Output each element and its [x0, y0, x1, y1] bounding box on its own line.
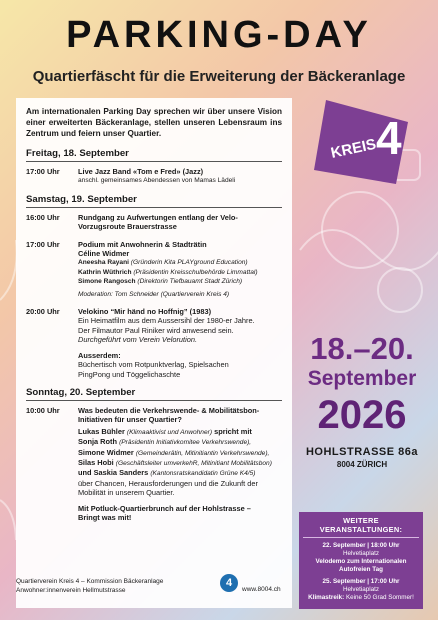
event-title: Podium mit Anwohnerin & Stadträtin: [78, 239, 207, 249]
event-desc: Ein Heimatfilm aus dem Aussersihl der 1980-er Jahre.: [78, 316, 255, 326]
event-title: Was bedeuten die Verkehrswende- & Mobilitätsbon-Initiativen für unser Quartier?: [78, 405, 260, 425]
speaker-role: (Geschäftsleiter umverkehR, Mitinitiant Mobilitätsbon): [115, 459, 272, 467]
date-month: September: [307, 367, 417, 390]
event-sunday-1000: [26, 406, 282, 522]
extra-text: Büchertisch vom Rotpunktverlag, Spielsachen: [78, 360, 229, 370]
event-saturday-2000: [26, 307, 282, 379]
event-title: Live Jazz Band «Tom e Fred» (Jazz): [78, 167, 204, 176]
more-event-desc-bold: Klimastreik:: [308, 594, 345, 601]
panelist-name: Kathrin Wüthrich: [78, 268, 132, 276]
event-title: Velokino “Mir händ no Hoffnig” (1983): [78, 307, 212, 317]
speaker-connector: spricht mit: [214, 426, 252, 436]
date-year: 2026: [317, 393, 407, 437]
badge-kreis-text: KREIS: [329, 135, 378, 162]
speaker-role: (Klimaaktivist und Anwohner): [126, 428, 213, 436]
page-subtitle: Quartierfäscht für die Erweiterung der Bäckeranlage: [32, 68, 406, 85]
event-note: anschl. gemeinsames Abendessen von Mamas Lädeli: [78, 177, 236, 185]
day-heading-sunday: Sonntag, 20. September: [26, 387, 282, 401]
more-event-place: Helvetiaplatz: [342, 550, 380, 557]
speaker-role: (Präsidentin Initiativkomitee Verkehrswende),: [119, 439, 252, 447]
event-time: 17:00 Uhr: [26, 239, 60, 249]
quartierverein-logo-icon: 4: [220, 574, 238, 592]
address-city: 8004 ZÜRICH: [336, 460, 388, 469]
panelist-name: Aneesha Rayani: [78, 259, 129, 267]
more-event-place: Helvetiaplatz: [342, 586, 380, 593]
event-desc: Mobilität in unserem Quartier.: [78, 488, 175, 498]
event-friday-1700: [26, 167, 282, 186]
event-saturday-1600: [26, 213, 282, 232]
panelist-role: (Präsidentin Kreisschulbehörde Limmattal): [133, 268, 258, 276]
more-event-2: [303, 578, 419, 602]
moderation: Moderation: Tom Schneider (Quartierverein Kreis 4): [78, 290, 230, 298]
more-events-box: [299, 512, 423, 609]
footer-line: Quartierverein Kreis 4 – Kommission Bäckeranlage: [16, 578, 164, 585]
day-heading-friday: Freitag, 18. September: [26, 148, 282, 162]
footer-organizers: [16, 578, 163, 595]
more-event-desc: Velodemo zum Internationalen Autofreien Tag: [315, 558, 407, 573]
intro-text: Am internationalen Parking Day sprechen wir über unsere Vision einer erweiterten Bäckeranlage, stellen unseren Lebensraum ins Zentrum und feiern unser Quartier.: [26, 107, 282, 138]
address-street: HOHLSTRASSE 86a: [305, 446, 419, 458]
closing-text: Mit Potluck-Quartierbrunch auf der Hohlstrasse –: [78, 503, 251, 513]
date-range: 18.–20.: [310, 331, 414, 366]
event-desc: über Chancen, Herausforderungen und die Zukunft der: [78, 478, 258, 488]
speaker-name: Lukas Bühler: [78, 426, 125, 436]
day-heading-saturday: Samstag, 19. September: [26, 194, 282, 208]
panelist-name: Simone Rangosch: [78, 278, 136, 286]
event-title: Rundgang zu Aufwertungen entlang der Velo-Vorzugsroute Brauerstrasse: [78, 212, 238, 232]
speaker-name: Silas Hobi: [78, 457, 114, 467]
speaker-name: Sonja Roth: [78, 437, 118, 447]
more-event-date: 22. September | 18:00 Uhr: [322, 542, 400, 549]
event-desc: Durchgeführt vom Verein Velorution.: [78, 335, 197, 345]
badge-number: 4: [376, 112, 402, 164]
kreis-4-badge-icon: [296, 92, 420, 192]
speaker-name: Simone Widmer: [78, 447, 134, 457]
panelist-role: (Gründerin Kita PLAYground Education): [130, 259, 248, 267]
panelist-role: (Direktorin Tiefbauamt Stadt Zürich): [137, 278, 243, 286]
event-time: 20:00 Uhr: [26, 307, 60, 317]
event-saturday-1700: [26, 240, 282, 299]
footer-line: Anwohner:innenverein Hellmutstrasse: [16, 586, 126, 594]
extra-text: PingPong und Töggelichaschte: [78, 369, 181, 379]
closing-text: Bringt was mit!: [78, 512, 132, 522]
event-time: 16:00 Uhr: [26, 212, 60, 222]
more-events-heading: WEITERE VERANSTALTUNGEN:: [303, 516, 419, 538]
more-event-1: [303, 542, 419, 574]
event-title-2: Céline Widmer: [78, 249, 130, 259]
page-title: PARKING-DAY: [66, 14, 372, 56]
event-address: [296, 446, 428, 469]
event-desc: Der Filmautor Paul Riniker wird anwesend sein.: [78, 325, 234, 335]
program-panel: [16, 98, 292, 608]
speaker-role: (Kantonsratskandidatin Grüne K4/5): [150, 470, 256, 478]
speaker-role: (Gemeinderätin, Mitinitiantin Verkehrswende),: [135, 449, 270, 457]
event-dates: [296, 332, 428, 438]
event-time: 17:00 Uhr: [26, 167, 60, 176]
more-event-desc: Keine 50 Grad Sommer!: [345, 594, 414, 601]
speaker-name: und Saskia Sanders: [78, 468, 149, 478]
extra-heading: Ausserdem:: [78, 350, 121, 360]
event-time: 10:00 Uhr: [26, 405, 60, 415]
more-event-date: 25. September | 17:00 Uhr: [322, 578, 400, 585]
website-link[interactable]: www.8004.ch: [242, 586, 281, 593]
